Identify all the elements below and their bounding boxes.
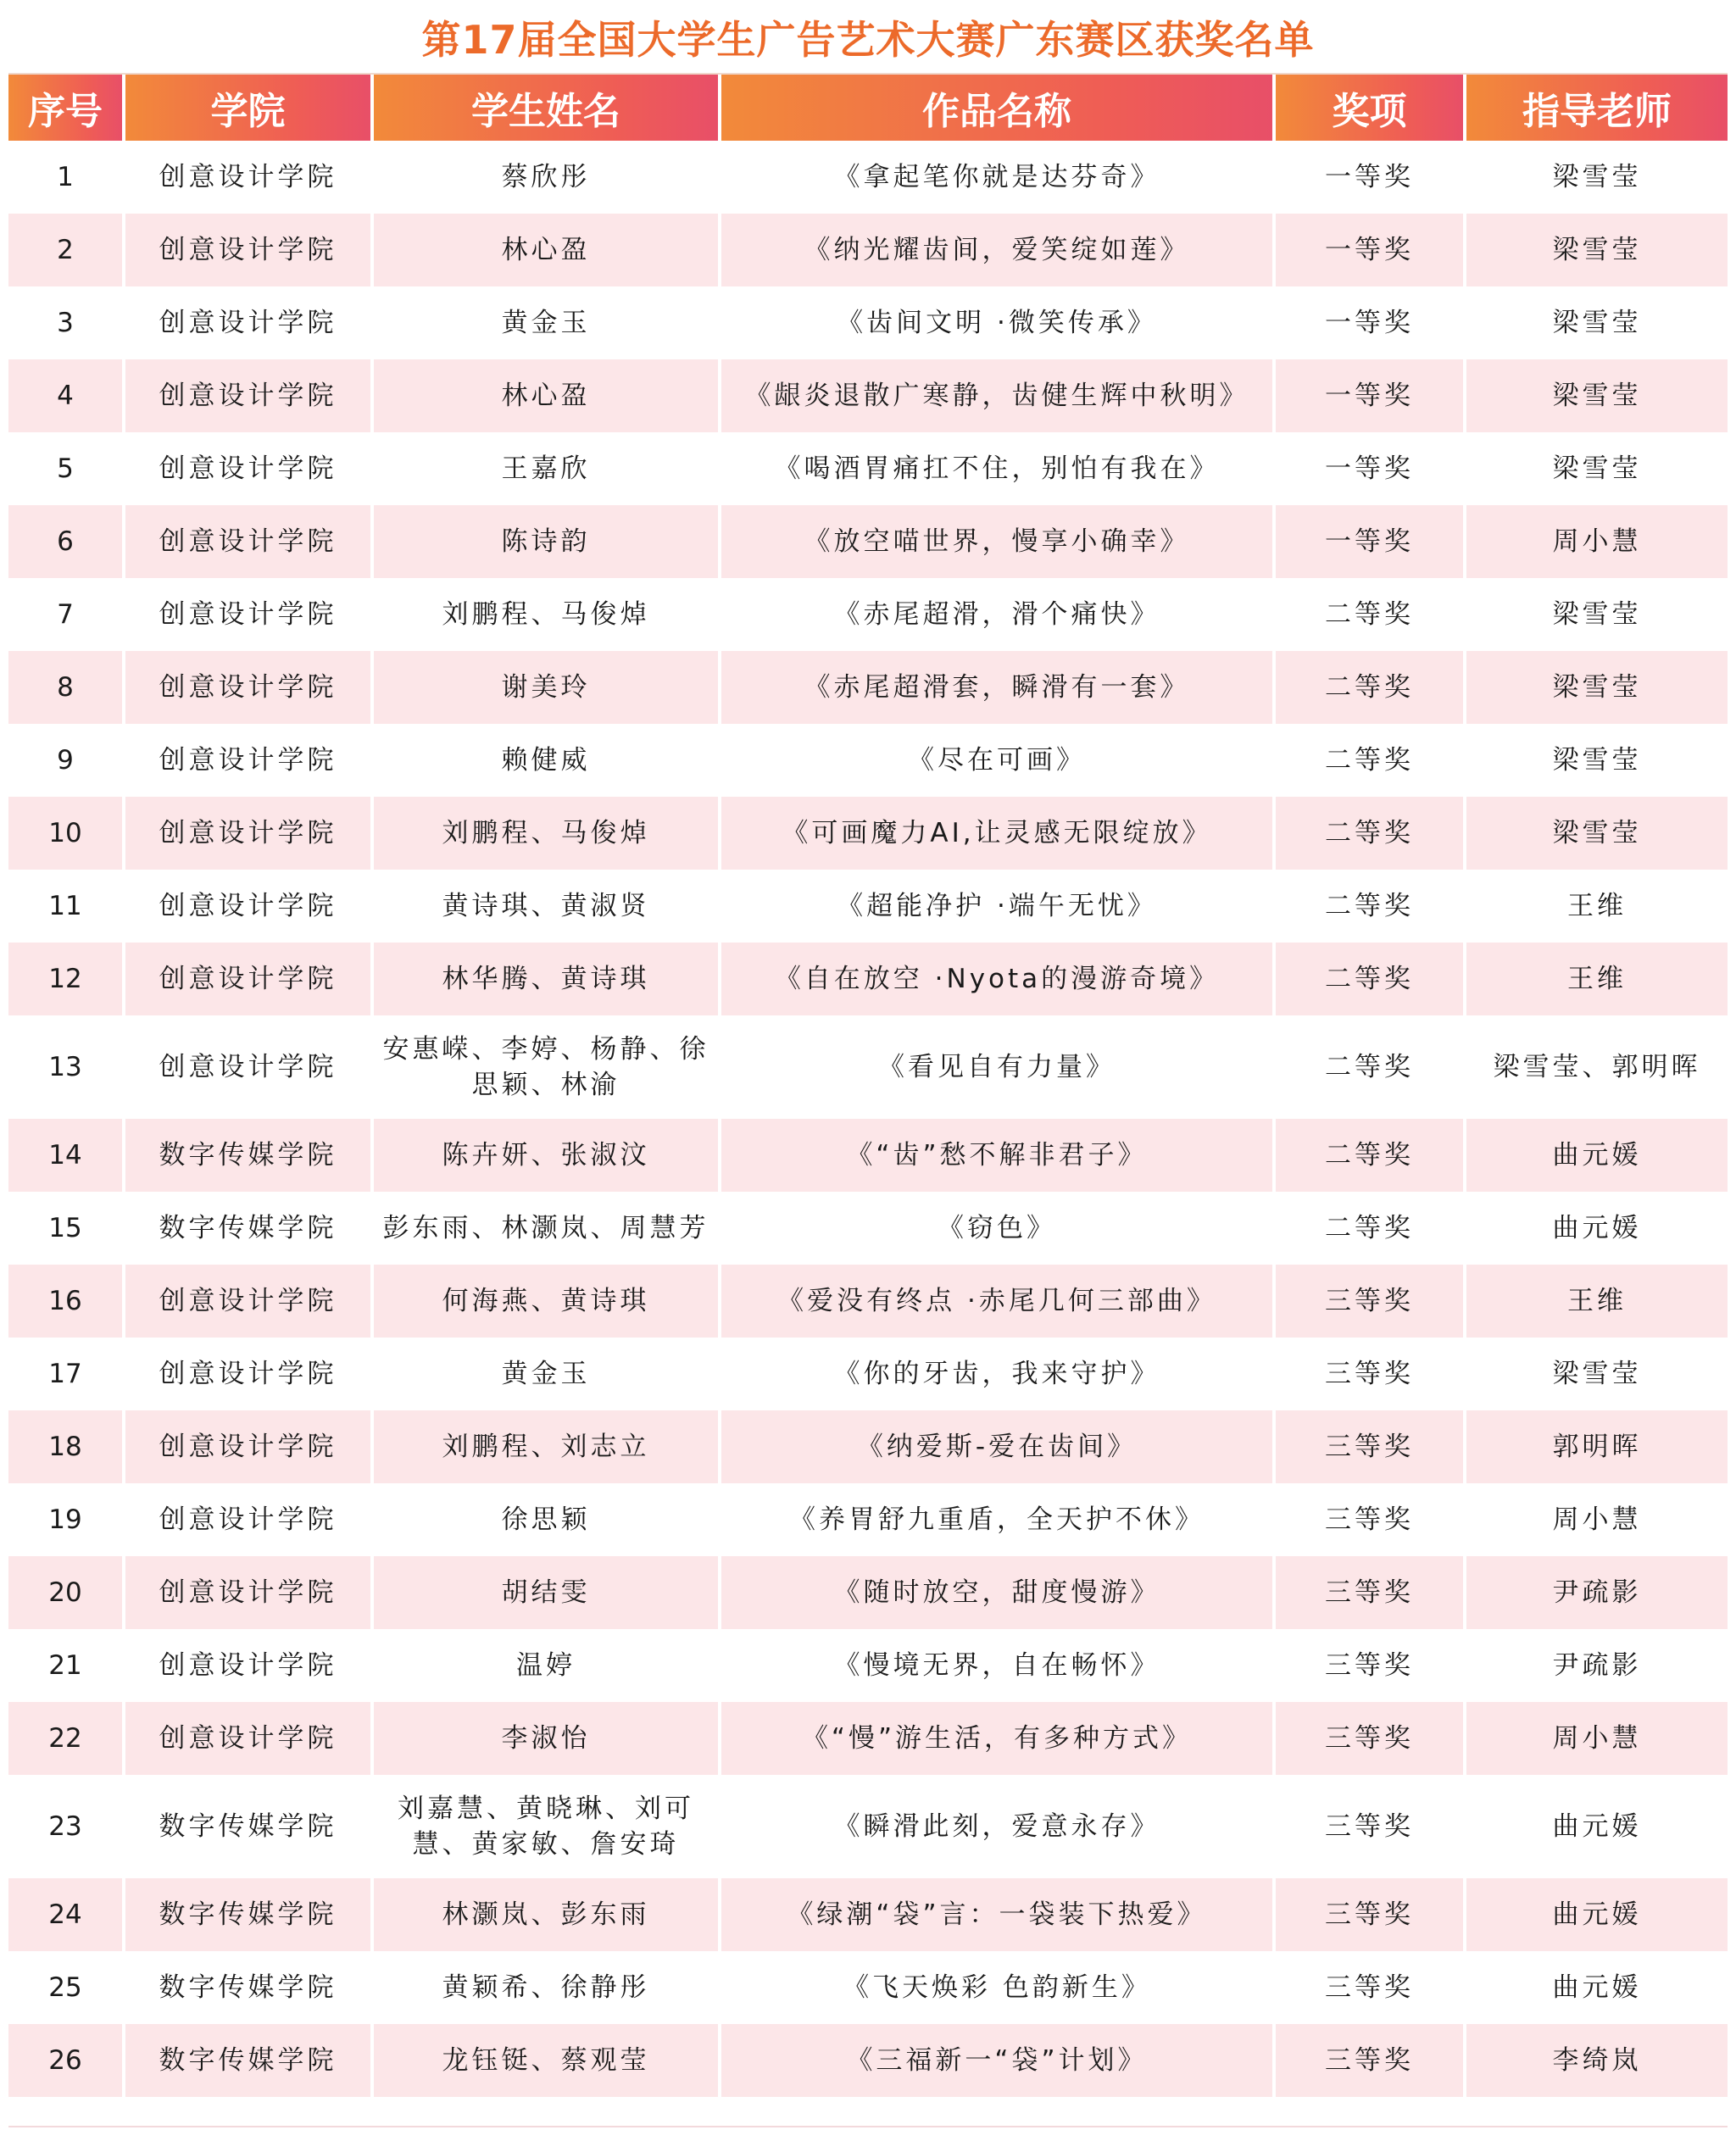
cell-student-names: 刘鹏程、马俊焯 (370, 578, 718, 651)
cell-work-title: 《你的牙齿，我来守护》 (718, 1338, 1272, 1410)
cell-student-names: 黄颖希、徐静彤 (370, 1951, 718, 2024)
cell-work-title: 《自在放空 ·Nyota的漫游奇境》 (718, 943, 1272, 1015)
cell-college: 创意设计学院 (122, 214, 370, 286)
cell-award: 三等奖 (1272, 1556, 1463, 1629)
cell-index: 2 (8, 214, 122, 286)
table-row (8, 359, 1728, 432)
cell-advisor: 周小慧 (1463, 1483, 1728, 1556)
page-title: 第17届全国大学生广告艺术大赛广东赛区获奖名单 (421, 17, 1315, 63)
cell-work-title: 《“齿”愁不解非君子》 (718, 1119, 1272, 1192)
cell-advisor: 梁雪莹 (1463, 1338, 1728, 1410)
cell-college: 创意设计学院 (122, 141, 370, 214)
cell-college: 创意设计学院 (122, 1483, 370, 1556)
cell-student-names: 龙钰铤、蔡观莹 (370, 2024, 718, 2097)
cell-award: 一等奖 (1272, 286, 1463, 359)
cell-index: 20 (8, 1556, 122, 1629)
cell-student-names: 李淑怡 (370, 1702, 718, 1775)
cell-college: 数字传媒学院 (122, 1951, 370, 2024)
cell-work-title: 《喝酒胃痛扛不住，别怕有我在》 (718, 432, 1272, 505)
cell-award: 二等奖 (1272, 870, 1463, 943)
cell-work-title: 《拿起笔你就是达芬奇》 (718, 141, 1272, 214)
cell-advisor: 曲元媛 (1463, 1951, 1728, 2024)
cell-college: 创意设计学院 (122, 1015, 370, 1119)
cell-student-names: 徐思颖 (370, 1483, 718, 1556)
cell-college: 创意设计学院 (122, 359, 370, 432)
table-row (8, 724, 1728, 797)
cell-advisor: 曲元媛 (1463, 1119, 1728, 1192)
bottom-divider (8, 2126, 1728, 2127)
cell-work-title: 《纳爱斯-爱在齿间》 (718, 1410, 1272, 1483)
cell-student-names: 温婷 (370, 1629, 718, 1702)
cell-college: 创意设计学院 (122, 797, 370, 870)
cell-advisor: 尹疏影 (1463, 1556, 1728, 1629)
cell-college: 数字传媒学院 (122, 1878, 370, 1951)
cell-work-title: 《飞天焕彩 色韵新生》 (718, 1951, 1272, 2024)
cell-college: 创意设计学院 (122, 651, 370, 724)
cell-award: 三等奖 (1272, 1951, 1463, 2024)
cell-work-title: 《齿间文明 ·微笑传承》 (718, 286, 1272, 359)
cell-student-names: 王嘉欣 (370, 432, 718, 505)
cell-award: 三等奖 (1272, 1878, 1463, 1951)
table-header-row (8, 75, 1728, 141)
cell-advisor: 梁雪莹、郭明晖 (1463, 1015, 1728, 1119)
cell-work-title: 《超能净护 ·端午无忧》 (718, 870, 1272, 943)
cell-award: 二等奖 (1272, 651, 1463, 724)
table-row (8, 505, 1728, 578)
table-row (8, 651, 1728, 724)
cell-award: 三等奖 (1272, 1702, 1463, 1775)
cell-advisor: 梁雪莹 (1463, 359, 1728, 432)
cell-college: 创意设计学院 (122, 432, 370, 505)
cell-award: 一等奖 (1272, 505, 1463, 578)
table-row (8, 432, 1728, 505)
header-index: 序号 (8, 75, 122, 141)
cell-award: 三等奖 (1272, 2024, 1463, 2097)
cell-student-names: 陈诗韵 (370, 505, 718, 578)
table-row (8, 1629, 1728, 1702)
cell-award: 三等奖 (1272, 1775, 1463, 1878)
cell-advisor: 王维 (1463, 943, 1728, 1015)
cell-work-title: 《三福新一“袋”计划》 (718, 2024, 1272, 2097)
cell-index: 6 (8, 505, 122, 578)
cell-college: 创意设计学院 (122, 505, 370, 578)
cell-index: 21 (8, 1629, 122, 1702)
cell-student-names: 林华腾、黄诗琪 (370, 943, 718, 1015)
cell-work-title: 《纳光耀齿间，爱笑绽如莲》 (718, 214, 1272, 286)
cell-work-title: 《慢境无界，自在畅怀》 (718, 1629, 1272, 1702)
cell-work-title: 《窃色》 (718, 1192, 1272, 1265)
cell-index: 12 (8, 943, 122, 1015)
cell-award: 一等奖 (1272, 359, 1463, 432)
table-row (8, 1119, 1728, 1192)
cell-student-names: 黄诗琪、黄淑贤 (370, 870, 718, 943)
table-row (8, 797, 1728, 870)
cell-award: 二等奖 (1272, 1192, 1463, 1265)
cell-index: 9 (8, 724, 122, 797)
cell-award: 三等奖 (1272, 1265, 1463, 1338)
cell-work-title: 《养胃舒九重盾，全天护不休》 (718, 1483, 1272, 1556)
cell-advisor: 尹疏影 (1463, 1629, 1728, 1702)
table-row (8, 943, 1728, 1015)
cell-advisor: 梁雪莹 (1463, 724, 1728, 797)
cell-student-names: 彭东雨、林灏岚、周慧芳 (370, 1192, 718, 1265)
cell-student-names: 林灏岚、彭东雨 (370, 1878, 718, 1951)
cell-student-names: 蔡欣彤 (370, 141, 718, 214)
cell-award: 三等奖 (1272, 1629, 1463, 1702)
cell-college: 创意设计学院 (122, 870, 370, 943)
cell-index: 16 (8, 1265, 122, 1338)
awards-table (8, 75, 1728, 2097)
cell-work-title: 《爱没有终点 ·赤尾几何三部曲》 (718, 1265, 1272, 1338)
cell-award: 二等奖 (1272, 1119, 1463, 1192)
table-row (8, 1338, 1728, 1410)
cell-award: 二等奖 (1272, 724, 1463, 797)
cell-index: 23 (8, 1775, 122, 1878)
cell-college: 创意设计学院 (122, 1410, 370, 1483)
cell-award: 三等奖 (1272, 1483, 1463, 1556)
table-row (8, 870, 1728, 943)
table-row (8, 286, 1728, 359)
cell-award: 一等奖 (1272, 141, 1463, 214)
cell-work-title: 《尽在可画》 (718, 724, 1272, 797)
cell-student-names: 陈卉妍、张淑汶 (370, 1119, 718, 1192)
table-row (8, 1878, 1728, 1951)
table-row (8, 214, 1728, 286)
cell-index: 8 (8, 651, 122, 724)
cell-college: 数字传媒学院 (122, 1119, 370, 1192)
cell-student-names: 黄金玉 (370, 286, 718, 359)
cell-award: 三等奖 (1272, 1410, 1463, 1483)
cell-college: 创意设计学院 (122, 1629, 370, 1702)
cell-index: 4 (8, 359, 122, 432)
cell-college: 创意设计学院 (122, 1556, 370, 1629)
cell-index: 19 (8, 1483, 122, 1556)
cell-index: 18 (8, 1410, 122, 1483)
cell-work-title: 《放空喵世界，慢享小确幸》 (718, 505, 1272, 578)
cell-advisor: 梁雪莹 (1463, 286, 1728, 359)
cell-work-title: 《龈炎退散广寒静，齿健生辉中秋明》 (718, 359, 1272, 432)
cell-index: 13 (8, 1015, 122, 1119)
cell-index: 17 (8, 1338, 122, 1410)
cell-advisor: 梁雪莹 (1463, 651, 1728, 724)
cell-index: 15 (8, 1192, 122, 1265)
cell-work-title: 《随时放空，甜度慢游》 (718, 1556, 1272, 1629)
cell-student-names: 安惠嵘、李婷、杨静、徐思颖、林渝 (370, 1015, 718, 1119)
table-row (8, 1265, 1728, 1338)
cell-index: 26 (8, 2024, 122, 2097)
table-row (8, 1015, 1728, 1119)
cell-award: 二等奖 (1272, 578, 1463, 651)
cell-advisor: 梁雪莹 (1463, 214, 1728, 286)
cell-advisor: 周小慧 (1463, 505, 1728, 578)
cell-advisor: 梁雪莹 (1463, 578, 1728, 651)
cell-work-title: 《瞬滑此刻，爱意永存》 (718, 1775, 1272, 1878)
cell-award: 一等奖 (1272, 432, 1463, 505)
cell-index: 24 (8, 1878, 122, 1951)
cell-student-names: 刘嘉慧、黄晓琳、刘可慧、黄家敏、詹安琦 (370, 1775, 718, 1878)
cell-award: 二等奖 (1272, 797, 1463, 870)
cell-work-title: 《赤尾超滑，滑个痛快》 (718, 578, 1272, 651)
cell-advisor: 王维 (1463, 870, 1728, 943)
cell-index: 1 (8, 141, 122, 214)
cell-index: 25 (8, 1951, 122, 2024)
cell-college: 创意设计学院 (122, 1265, 370, 1338)
cell-index: 22 (8, 1702, 122, 1775)
cell-advisor: 梁雪莹 (1463, 141, 1728, 214)
cell-student-names: 胡结雯 (370, 1556, 718, 1629)
table-row (8, 1410, 1728, 1483)
cell-college: 数字传媒学院 (122, 1775, 370, 1878)
table-row (8, 1483, 1728, 1556)
cell-college: 创意设计学院 (122, 943, 370, 1015)
header-work-title: 作品名称 (718, 75, 1272, 141)
cell-student-names: 林心盈 (370, 359, 718, 432)
cell-advisor: 郭明晖 (1463, 1410, 1728, 1483)
cell-advisor: 王维 (1463, 1265, 1728, 1338)
cell-award: 二等奖 (1272, 1015, 1463, 1119)
cell-index: 3 (8, 286, 122, 359)
cell-advisor: 梁雪莹 (1463, 797, 1728, 870)
cell-work-title: 《“慢”游生活，有多种方式》 (718, 1702, 1272, 1775)
cell-college: 数字传媒学院 (122, 1192, 370, 1265)
cell-advisor: 周小慧 (1463, 1702, 1728, 1775)
table-row (8, 1556, 1728, 1629)
cell-student-names: 何海燕、黄诗琪 (370, 1265, 718, 1338)
header-college: 学院 (122, 75, 370, 141)
cell-award: 二等奖 (1272, 943, 1463, 1015)
cell-index: 5 (8, 432, 122, 505)
cell-student-names: 刘鹏程、马俊焯 (370, 797, 718, 870)
table-row (8, 578, 1728, 651)
cell-work-title: 《可画魔力AI,让灵感无限绽放》 (718, 797, 1272, 870)
header-student-names: 学生姓名 (370, 75, 718, 141)
cell-index: 14 (8, 1119, 122, 1192)
cell-work-title: 《看见自有力量》 (718, 1015, 1272, 1119)
cell-college: 创意设计学院 (122, 286, 370, 359)
cell-student-names: 林心盈 (370, 214, 718, 286)
table-row (8, 1951, 1728, 2024)
cell-advisor: 曲元媛 (1463, 1775, 1728, 1878)
table-row (8, 1192, 1728, 1265)
header-advisor: 指导老师 (1463, 75, 1728, 141)
table-row (8, 141, 1728, 214)
table-row (8, 2024, 1728, 2097)
cell-work-title: 《绿潮“袋”言：一袋装下热爱》 (718, 1878, 1272, 1951)
cell-student-names: 刘鹏程、刘志立 (370, 1410, 718, 1483)
cell-student-names: 谢美玲 (370, 651, 718, 724)
cell-advisor: 梁雪莹 (1463, 432, 1728, 505)
header-award: 奖项 (1272, 75, 1463, 141)
cell-college: 创意设计学院 (122, 1702, 370, 1775)
cell-index: 10 (8, 797, 122, 870)
cell-student-names: 黄金玉 (370, 1338, 718, 1410)
cell-work-title: 《赤尾超滑套，瞬滑有一套》 (718, 651, 1272, 724)
cell-college: 创意设计学院 (122, 578, 370, 651)
table-row (8, 1702, 1728, 1775)
cell-index: 11 (8, 870, 122, 943)
cell-college: 创意设计学院 (122, 1338, 370, 1410)
cell-award: 三等奖 (1272, 1338, 1463, 1410)
cell-index: 7 (8, 578, 122, 651)
cell-advisor: 曲元媛 (1463, 1878, 1728, 1951)
cell-advisor: 曲元媛 (1463, 1192, 1728, 1265)
cell-advisor: 李绮岚 (1463, 2024, 1728, 2097)
cell-award: 一等奖 (1272, 214, 1463, 286)
table-row (8, 1775, 1728, 1878)
cell-student-names: 赖健威 (370, 724, 718, 797)
cell-college: 创意设计学院 (122, 724, 370, 797)
cell-college: 数字传媒学院 (122, 2024, 370, 2097)
